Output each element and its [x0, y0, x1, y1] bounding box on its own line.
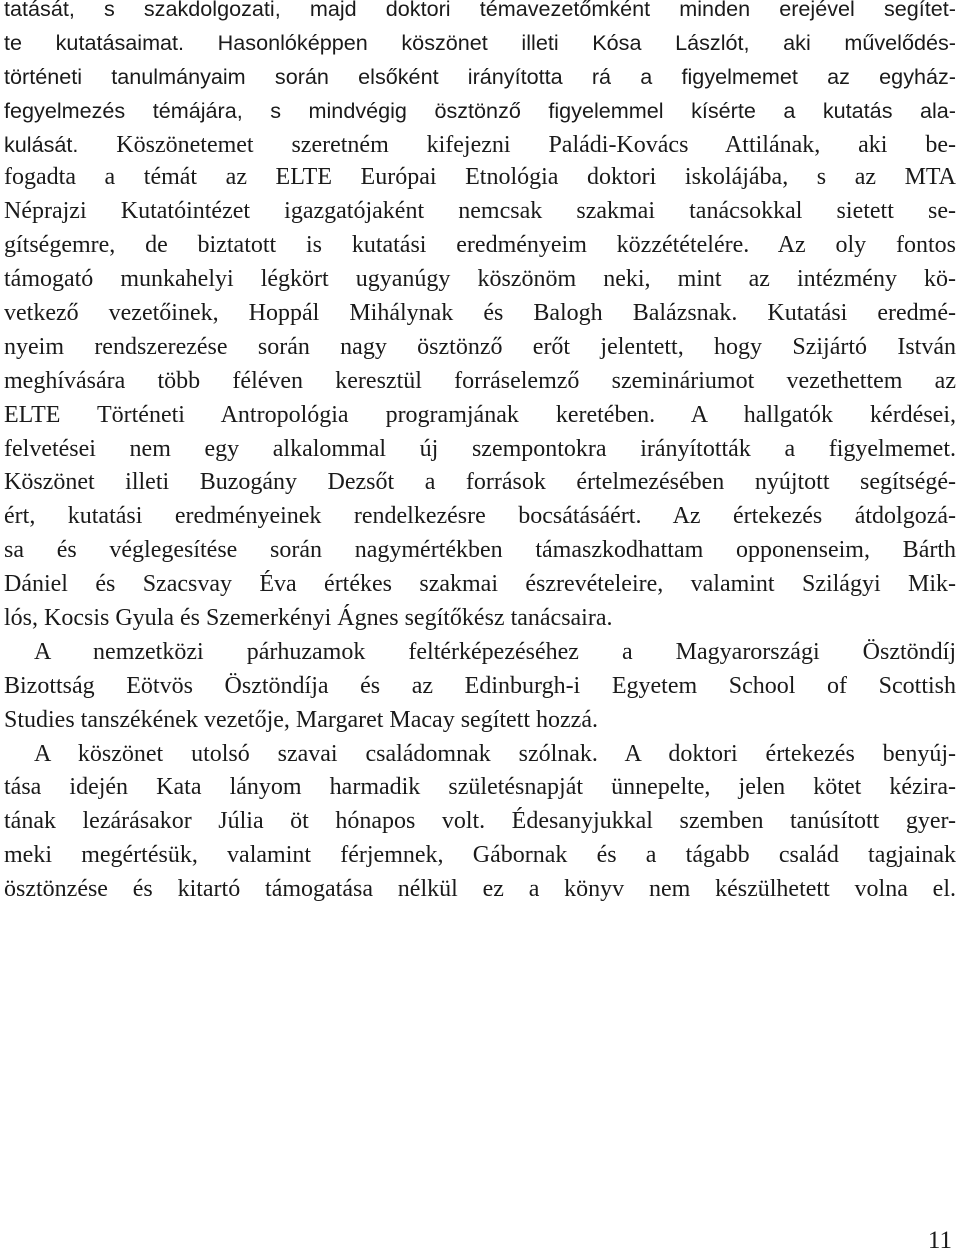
text-line: Studies tanszékének vezetője, Margaret Macay segített hozzá.	[4, 706, 598, 733]
text-line: ért, kutatási eredményeinek rendelkezésre bocsátásáért. Az értekezés átdolgozá-	[4, 503, 956, 530]
text-line: Dániel és Szacsvay Éva értékes szakmai észrevételeire, valamint Szilágyi Mik-	[4, 571, 956, 598]
text-line: sa és véglegesítése során nagymértékben támaszkodhattam opponenseim, Bárth	[4, 537, 956, 564]
text-line: ösztönzése és kitartó támogatása nélkül ez a könyv nem készülhetett volna el.	[4, 876, 956, 903]
text-line: tása idején Kata lányom harmadik születésnapját ünnepelte, jelen kötet kézira-	[4, 774, 956, 801]
text-line: vetkező vezetőinek, Hoppál Mihálynak és Balogh Balázsnak. Kutatási eredmé-	[4, 300, 956, 327]
text-line: Köszönet illeti Buzogány Dezsőt a források értelmezésében nyújtott segítségé-	[4, 469, 956, 496]
text-line: fegyelmezés témájára, s mindvégig ösztönző figyelemmel kísérte a kutatás ala-	[4, 97, 956, 123]
text-line: lós, Kocsis Gyula és Szemerkényi Ágnes segítőkész tanácsaira.	[4, 605, 613, 632]
text-segment-sans: kulását.	[4, 131, 79, 157]
text-line: tának lezárásakor Júlia öt hónapos volt. Édesanyjukkal szemben tanúsított gyer-	[4, 808, 956, 835]
text-segment-serif: Köszönetemet szeretném kifejezni Paládi-Kovács Attilának, aki be-	[78, 131, 956, 158]
text-line: A köszönet utolsó szavai családomnak szólnak. A doktori értekezés benyúj-	[34, 740, 956, 767]
text-line: Bizottság Eötvös Ösztöndíja és az Edinburgh-i Egyetem School of Scottish	[4, 672, 956, 699]
text-line: támogató munkahelyi légkört ugyanúgy köszönöm neki, mint az intézmény kö-	[4, 266, 956, 293]
text-line: felvetései nem egy alkalommal új szempontokra irányították a figyelmemet.	[4, 435, 956, 462]
text-line: nyeim rendszerezése során nagy ösztönző erőt jelentett, hogy Szijártó István	[4, 333, 956, 360]
text-line: meki megértésük, valamint férjemnek, Gábornak és a tágabb család tagjainak	[4, 842, 956, 869]
text-line: ELTE Történeti Antropológia programjának keretében. A hallgatók kérdései,	[4, 401, 956, 428]
text-line: fogadta a témát az ELTE Európai Etnológia doktori iskolájába, s az MTA	[4, 164, 956, 191]
text-line: történeti tanulmányaim során elsőként irányította rá a figyelmemet az egyház-	[4, 63, 956, 89]
text-line: tatását, s szakdolgozati, majd doktori témavezetőmként minden erejével segítet-	[4, 0, 956, 21]
text-line: te kutatásaimat. Hasonlóképpen köszönet illeti Kósa Lászlót, aki művelődés-	[4, 29, 956, 55]
text-line	[4, 128, 956, 162]
text-line: meghívására több féléven keresztül forráselemző szemináriumot vezethettem az	[4, 367, 956, 394]
text-line: A nemzetközi párhuzamok feltérképezéséhez a Magyarországi Ösztöndíj	[34, 638, 956, 665]
text-line: gítségemre, de biztatott is kutatási eredményeim közzétételére. Az oly fontos	[4, 232, 956, 259]
body-text	[4, 0, 956, 907]
page-number: 11	[927, 1227, 952, 1254]
text-line: Néprajzi Kutatóintézet igazgatójaként nemcsak szakmai tanácsokkal sietett se-	[4, 198, 956, 225]
